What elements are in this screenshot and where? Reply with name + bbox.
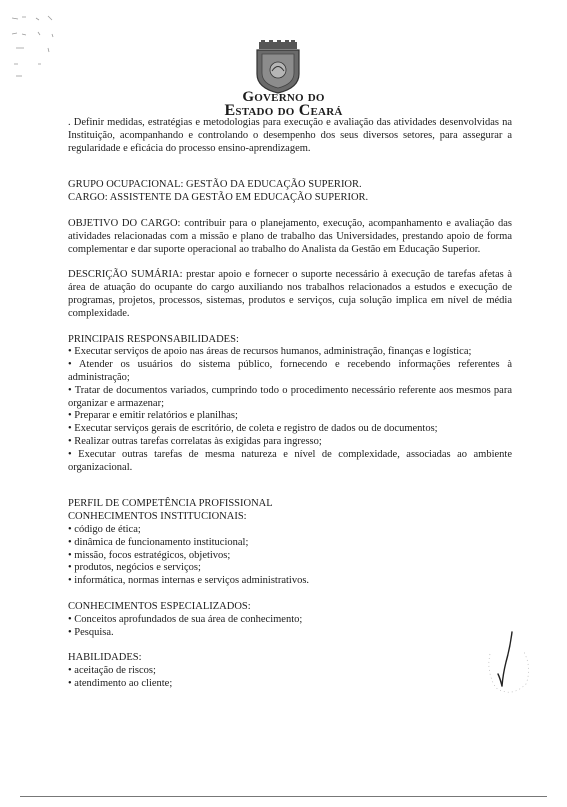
objetivo-paragraph: OBJETIVO DO CARGO: contribuir para o planejamento, execução, acompanhamento e avaliação das atividades relacionadas com a missão e plano de trabalho das Universidades, prestando apoio de forma complementar e dar suporte operacional ao trabalho do Analista da Gestão em Educação Superior. bbox=[68, 217, 512, 255]
cargo-title: CARGO: ASSISTENTE DA GESTÃO EM EDUCAÇÃO SUPERIOR. bbox=[68, 192, 369, 204]
state-coat-of-arms-icon bbox=[253, 40, 303, 94]
government-title-line2: Estado do Ceará bbox=[224, 102, 343, 119]
list-item: • atendimento ao cliente; bbox=[68, 677, 173, 689]
list-item: • missão, focos estratégicos, objetivos; bbox=[68, 549, 231, 561]
list-item: • código de ética; bbox=[68, 523, 141, 535]
list-item: • Executar serviços de apoio nas áreas de recursos humanos, administração, finanças e logística; bbox=[68, 346, 472, 358]
list-item: • Atender os usuários do sistema público, fornecendo e recebendo informações referentes à administração; bbox=[68, 359, 512, 383]
intro-paragraph: . Definir medidas, estratégias e metodologias para execução e avaliação das atividades desenvolvidas na Instituição, acompanhando e controlando o desempenho dos seus diversos setores, para assegurar a regularidade e eficácia do processo ensino-aprendizagem. bbox=[68, 117, 512, 154]
list-item: • informática, normas internas e serviços administrativos. bbox=[68, 575, 310, 587]
descricao-paragraph: DESCRIÇÃO SUMÁRIA: prestar apoio e fornecer o suporte necessário à execução de tarefas afetas à área de atuação do ocupante do cargo auxiliando nos trabalhos relacionados a estudos e execução de programas, projetos, processos, sistemas, produtos e serviços, cuja solução implica em nível de média complexidade. bbox=[68, 269, 512, 319]
list-item: • aceitação de riscos; bbox=[68, 665, 156, 677]
list-item: • Tratar de documentos variados, cumprindo todo o procedimento necessário referente aos mesmos para organizar e armazenar; bbox=[68, 384, 512, 409]
list-item: • dinâmica de funcionamento institucional; bbox=[68, 536, 249, 548]
grupo-ocupacional: GRUPO OCUPACIONAL: GESTÃO DA EDUCAÇÃO SUPERIOR. bbox=[68, 179, 362, 191]
document-body bbox=[68, 117, 512, 691]
document-header bbox=[0, 0, 567, 120]
government-title-line1: Governo do bbox=[242, 89, 325, 105]
perfil-heading: PERFIL DE COMPETÊNCIA PROFISSIONAL bbox=[68, 498, 273, 510]
footer-divider bbox=[20, 796, 547, 797]
especializados-heading: CONHECIMENTOS ESPECIALIZADOS: bbox=[68, 600, 251, 612]
list-item: • Executar serviços gerais de escritório, de coleta e registro de dados ou de documentos; bbox=[68, 423, 438, 435]
margin-scribble-marks bbox=[8, 12, 78, 82]
list-item: • produtos, negócios e serviços; bbox=[68, 562, 201, 574]
list-item: • Preparar e emitir relatórios e planilhas; bbox=[68, 410, 238, 422]
institucionais-heading: CONHECIMENTOS INSTITUCIONAIS: bbox=[68, 511, 247, 523]
list-item: • Pesquisa. bbox=[68, 626, 114, 638]
handwritten-initial-signature bbox=[482, 628, 532, 696]
responsabilidades-heading: PRINCIPAIS RESPONSABILIDADES: bbox=[68, 333, 239, 345]
list-item: • Executar outras tarefas de mesma natureza e nível de complexidade, associadas ao ambiente organizacional. bbox=[68, 448, 512, 473]
list-item: • Conceitos aprofundados de sua área de conhecimento; bbox=[68, 613, 303, 625]
habilidades-heading: HABILIDADES: bbox=[68, 652, 142, 664]
list-item: • Realizar outras tarefas correlatas às exigidas para ingresso; bbox=[68, 435, 322, 447]
